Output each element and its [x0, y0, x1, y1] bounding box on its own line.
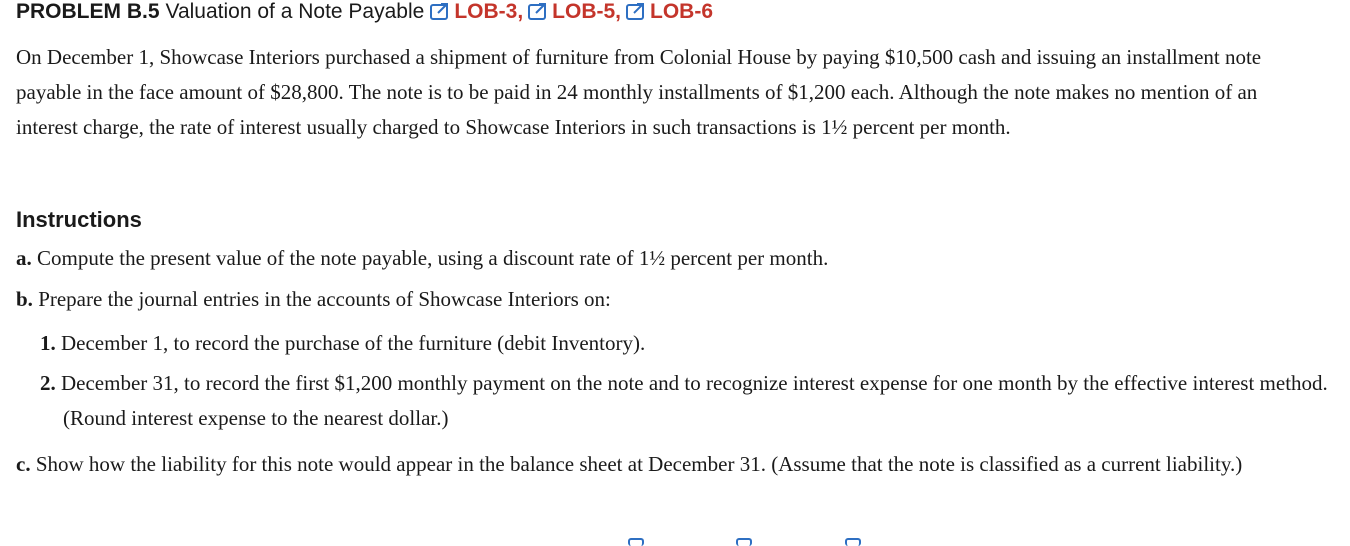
item-text: December 31, to record the first $1,200 monthly payment on the note and to recognize interest expense for one month by the effective interest method. (Round interest expense to the nearest dollar.)	[61, 371, 1328, 430]
item-text: Show how the liability for this note would appear in the balance sheet at December 31. (Assume that the note is classified as a current liability.)	[35, 452, 1243, 476]
lob-link-1[interactable]	[429, 0, 517, 24]
lob-separator: ,	[615, 0, 621, 23]
problem-header	[16, 0, 713, 24]
problem-title: Valuation of a Note Payable	[165, 0, 425, 23]
problem-intro: On December 1, Showcase Interiors purchased a shipment of furniture from Colonial House by paying $10,500 cash and issuing an installment note payable in the face amount of $28,800. The note is to be paid in 24 monthly installments of $1,200 each. Although the note makes no mention of an interest charge, the rate of interest usually charged to Showcase Interiors in such transactions is 1½ percent per month.	[16, 45, 1262, 139]
external-link-icon	[625, 2, 647, 22]
external-link-icon	[628, 538, 644, 546]
lob-link-2-label: LOB-5	[552, 0, 616, 23]
cropped-link-icons	[0, 538, 1350, 543]
instructions-heading: Instructions	[16, 207, 142, 232]
item-marker: b.	[16, 287, 33, 311]
item-text: December 1, to record the purchase of the furniture (debit Inventory).	[61, 331, 646, 355]
problem-label: PROBLEM B.5	[16, 0, 160, 23]
instruction-item-c	[16, 447, 1339, 482]
lob-link-2[interactable]	[527, 0, 615, 24]
external-link-icon	[845, 538, 861, 546]
lob-link-1-label: LOB-3	[454, 0, 518, 23]
lob-link-3[interactable]	[625, 0, 713, 24]
lob-link-3-label: LOB-6	[650, 0, 713, 23]
instruction-item-b1	[40, 326, 1330, 361]
item-marker: 1.	[40, 331, 56, 355]
instruction-item-b2	[40, 366, 1350, 436]
item-text: Compute the present value of the note payable, using a discount rate of 1½ percent per month.	[37, 246, 829, 270]
item-marker: c.	[16, 452, 31, 476]
item-text: Prepare the journal entries in the accounts of Showcase Interiors on:	[38, 287, 611, 311]
instruction-item-a	[16, 241, 1326, 276]
external-link-icon	[736, 538, 752, 546]
item-marker: a.	[16, 246, 32, 270]
instruction-item-b	[16, 282, 1326, 317]
external-link-icon	[527, 2, 549, 22]
lob-separator: ,	[517, 0, 524, 23]
item-marker: 2.	[40, 371, 56, 395]
external-link-icon	[429, 2, 451, 22]
